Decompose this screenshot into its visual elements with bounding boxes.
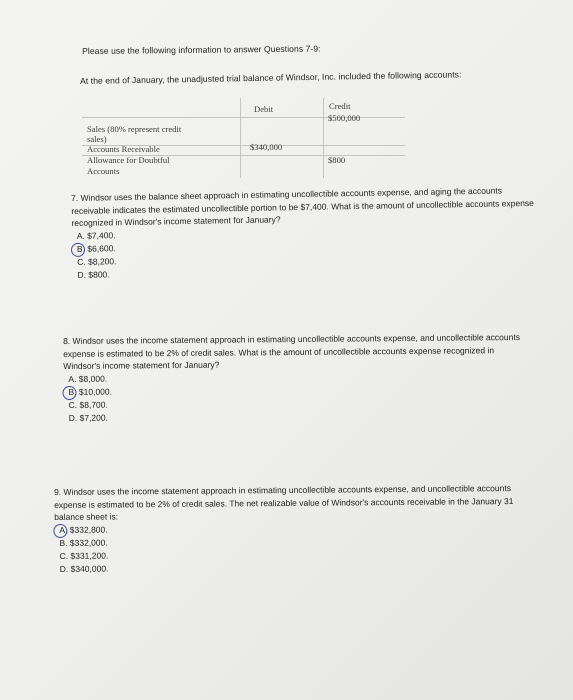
option-8a: A. $8,000.	[68, 373, 108, 384]
account-name-cont: sales)	[87, 134, 107, 144]
question-9-stem: 9. Windsor uses the income statement approach in estimating uncollectible accounts expense, and uncollectible accounts expense is estimated to be 2% of credit sales. The net realizable value of Windsor's accounts receivable in the January 31 balance sheet is:	[54, 483, 514, 523]
answer-mark-circle	[53, 524, 67, 538]
account-name: Sales (80% represent credit	[87, 124, 182, 134]
question-8	[63, 331, 534, 426]
option-9c: C. $331,200.	[59, 550, 109, 562]
debit-value: $340,000	[250, 142, 283, 152]
answer-mark-circle	[71, 243, 85, 257]
option-8d: D. $7,200.	[68, 412, 109, 424]
credit-header: Credit	[329, 101, 351, 111]
option-8c: C. $8,700.	[68, 399, 108, 411]
trial-balance-table	[82, 98, 405, 178]
credit-value: $800	[328, 155, 346, 165]
credit-value: $500,000	[328, 113, 361, 123]
question-9	[54, 482, 525, 577]
account-name: Accounts Receivable	[87, 144, 160, 154]
question-7	[71, 184, 543, 283]
option-7a: A. $7,400.	[76, 230, 116, 241]
question-8-stem: 8. Windsor uses the income statement approach in estimating uncollectible accounts expense, and uncollectible accounts expense is estimated to be 2% of credit sales. What is the amount of uncollectible accounts expense recognized in Windsor's income statement for January?	[63, 332, 520, 372]
answer-mark-circle	[62, 386, 76, 400]
option-9d: D. $340,000.	[59, 563, 109, 575]
option-9b: B. $332,000.	[59, 537, 108, 548]
instructions-text: Please use the following information to answer Questions 7-9:	[82, 43, 321, 56]
option-7b-label: B. $6,600.	[76, 243, 116, 254]
option-9a-label: A. $332,800.	[59, 524, 108, 535]
account-name: Allowance for Doubtful	[87, 155, 170, 165]
context-text: At the end of January, the unadjusted trial balance of Windsor, Inc. included the following accounts:	[80, 69, 462, 86]
option-7d: D. $800.	[77, 269, 110, 281]
option-8b-label: B. $10,000.	[68, 386, 113, 397]
option-7c: C. $8,200.	[77, 256, 117, 268]
account-name-cont: Accounts	[87, 166, 120, 176]
question-7-stem: 7. Windsor uses the balance sheet approach in estimating uncollectible accounts expense, and aging the accounts receivable indicates the estimated uncollectible portion to be $7,400. What is the amount of uncollectible accounts expense recognized in Windsor's income statement for January?	[71, 185, 534, 229]
debit-header: Debit	[254, 104, 274, 114]
